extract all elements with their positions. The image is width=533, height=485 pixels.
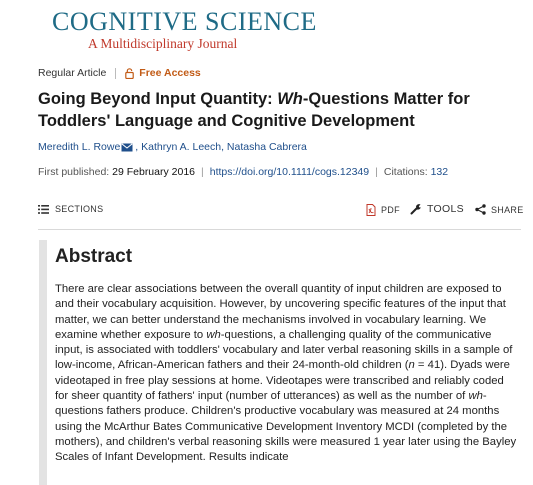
abstract-text-emphasis: wh: [468, 390, 483, 403]
sections-list-icon: [38, 205, 49, 214]
share-icon: [475, 204, 486, 215]
pdf-button[interactable]: [366, 204, 400, 216]
author-links-others[interactable]: , Kathryn A. Leech, Natasha Cabrera: [135, 141, 307, 153]
tools-label: TOOLS: [427, 203, 464, 215]
abstract-text-emphasis: wh: [206, 328, 221, 341]
abstract-text-segment: = 41). Dyads were videotaped in free play sessions at home. Videotapes were transcribed and reliably coded for sheer quantity of fathers' input (number of utterances) as well as the number of: [55, 359, 510, 403]
article-meta-row: [38, 67, 201, 79]
citations-label: Citations:: [383, 166, 428, 178]
article-title-rest: -Questions Matter for Toddlers' Language and Cognitive Development: [38, 90, 470, 130]
abstract-body: [55, 282, 517, 466]
article-title-emphasis: Wh: [277, 90, 303, 108]
first-published-label: First published:: [38, 166, 110, 178]
abstract-text-segment: -questions fathers produce. Children's productive vocabulary was measured at 24 months using the McArthur Bates Communicative Development Inventory MCDI (completed by the mothers), and children's verbal reasoning skills were measured 1 year later using the Bayley Scales of Infant Development. Results indicate: [55, 390, 517, 464]
share-button[interactable]: [475, 204, 524, 215]
abstract-text-segment: There are clear associations between the overall quantity of input children are exposed to and their vocabulary acquisition. However, by uncovering specific features of the input that matter, we can better understand the mechanisms involved in vocabulary learning. We examine whether exposure to: [55, 283, 506, 341]
article-type: Regular Article: [38, 67, 107, 79]
author-list: [38, 141, 307, 153]
pipe-separator: |: [201, 166, 204, 178]
doi-link[interactable]: https://doi.org/10.1111/cogs.12349: [209, 166, 370, 178]
article-title: [38, 88, 478, 132]
publication-info: [38, 166, 448, 178]
abstract-text-emphasis: n: [408, 359, 415, 372]
wrench-icon: [410, 203, 422, 215]
abstract-section: [39, 240, 525, 485]
first-published-date: 29 February 2016: [112, 166, 196, 178]
toolbar-divider: [38, 229, 521, 230]
journal-masthead[interactable]: [52, 8, 317, 52]
meta-separator: [115, 68, 116, 79]
pdf-label: PDF: [381, 205, 400, 215]
citations-count-link[interactable]: 132: [430, 166, 449, 178]
article-toolbar: [38, 203, 524, 221]
pdf-icon: [366, 204, 376, 216]
journal-title: COGNITIVE SCIENCE: [52, 7, 317, 36]
article-title-prefix: Going Beyond Input Quantity:: [38, 90, 278, 108]
pipe-separator: |: [375, 166, 378, 178]
journal-subtitle: A Multidisciplinary Journal: [88, 36, 238, 51]
tools-button[interactable]: [410, 203, 464, 215]
author-link-rowe[interactable]: Meredith L. Rowe: [38, 141, 121, 153]
free-access-badge: Free Access: [139, 67, 201, 79]
share-label: SHARE: [491, 204, 524, 215]
abstract-heading: Abstract: [55, 246, 133, 267]
sections-button[interactable]: [38, 204, 103, 214]
abstract-text-segment: -questions, a challenging quality of the communicative input, is associated with toddlers' vocabulary and later verbal reasoning skills in a sample of low-income, African-American fathers and their 24-month-old children (: [55, 328, 513, 372]
sections-label: SECTIONS: [55, 204, 104, 214]
mail-icon[interactable]: [121, 143, 133, 152]
lock-icon: [125, 68, 134, 79]
